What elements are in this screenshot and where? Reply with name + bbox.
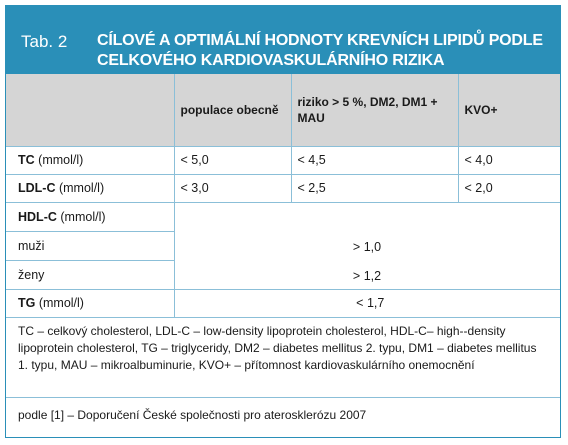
table-footnotes <box>6 314 560 424</box>
table-cell: < 2,5 <box>291 174 458 202</box>
table-cell: < 3,0 <box>174 174 291 202</box>
row-label <box>6 202 174 231</box>
row-label <box>6 146 174 174</box>
column-header-row <box>6 74 560 146</box>
table-title-line-1: CÍLOVÉ A OPTIMÁLNÍ HODNOTY KREVNÍCH LIPIDŮ PODLE <box>97 32 543 49</box>
table-title <box>97 31 552 71</box>
hdl-men-value: > 1,0 <box>352 240 382 254</box>
row-name: LDL-C <box>18 181 56 195</box>
table-row <box>6 174 560 202</box>
table-cell: < 4,0 <box>458 146 560 174</box>
abbreviations-note: TC – celkový cholesterol, LDL-C – low-density lipoprotein cholesterol, HDL-C– high--density lipoprotein cholesterol, TG – triglyceridy, DM2 – diabetes mellitus 2. typu, DM1 – diabetes mellitus 1. typu, MAU – mikroalbuminurie, KVO+ – přítomnost kardiovaskulárního onemocnění <box>6 314 560 398</box>
table-row <box>6 289 560 317</box>
table-row <box>6 202 560 231</box>
row-label <box>6 174 174 202</box>
table-frame <box>5 5 561 438</box>
row-label <box>6 289 174 317</box>
column-header-empty <box>6 74 174 146</box>
table-cell: < 2,0 <box>458 174 560 202</box>
column-header-risk: riziko > 5 %, DM2, DM1 + MAU <box>291 74 458 146</box>
row-label: ženy <box>6 260 174 289</box>
table-cell: < 5,0 <box>174 146 291 174</box>
table-title-line-2: CELKOVÉHO KARDIOVASKULÁRNÍHO RIZIKA <box>97 52 445 69</box>
row-unit: (mmol/l) <box>38 296 84 310</box>
hdl-women-value: > 1,2 <box>352 269 382 283</box>
column-header-kvo: KVO+ <box>458 74 560 146</box>
row-name: TC <box>18 153 35 167</box>
row-unit: (mmol/l) <box>60 209 106 224</box>
merged-value-cell: < 1,7 <box>174 289 560 317</box>
table-cell: < 4,5 <box>291 146 458 174</box>
table-header <box>6 6 560 74</box>
row-name: HDL-C <box>18 209 57 224</box>
table-number: Tab. 2 <box>21 32 68 51</box>
row-name: TG <box>18 296 36 310</box>
table-row <box>6 146 560 174</box>
source-note: podle [1] – Doporučení České společnosti pro aterosklerózu 2007 <box>18 408 367 422</box>
row-unit: (mmol/l) <box>58 181 105 195</box>
row-unit: (mmol/l) <box>38 153 84 167</box>
column-header-general: populace obecně <box>174 74 291 146</box>
row-label: muži <box>6 231 174 260</box>
